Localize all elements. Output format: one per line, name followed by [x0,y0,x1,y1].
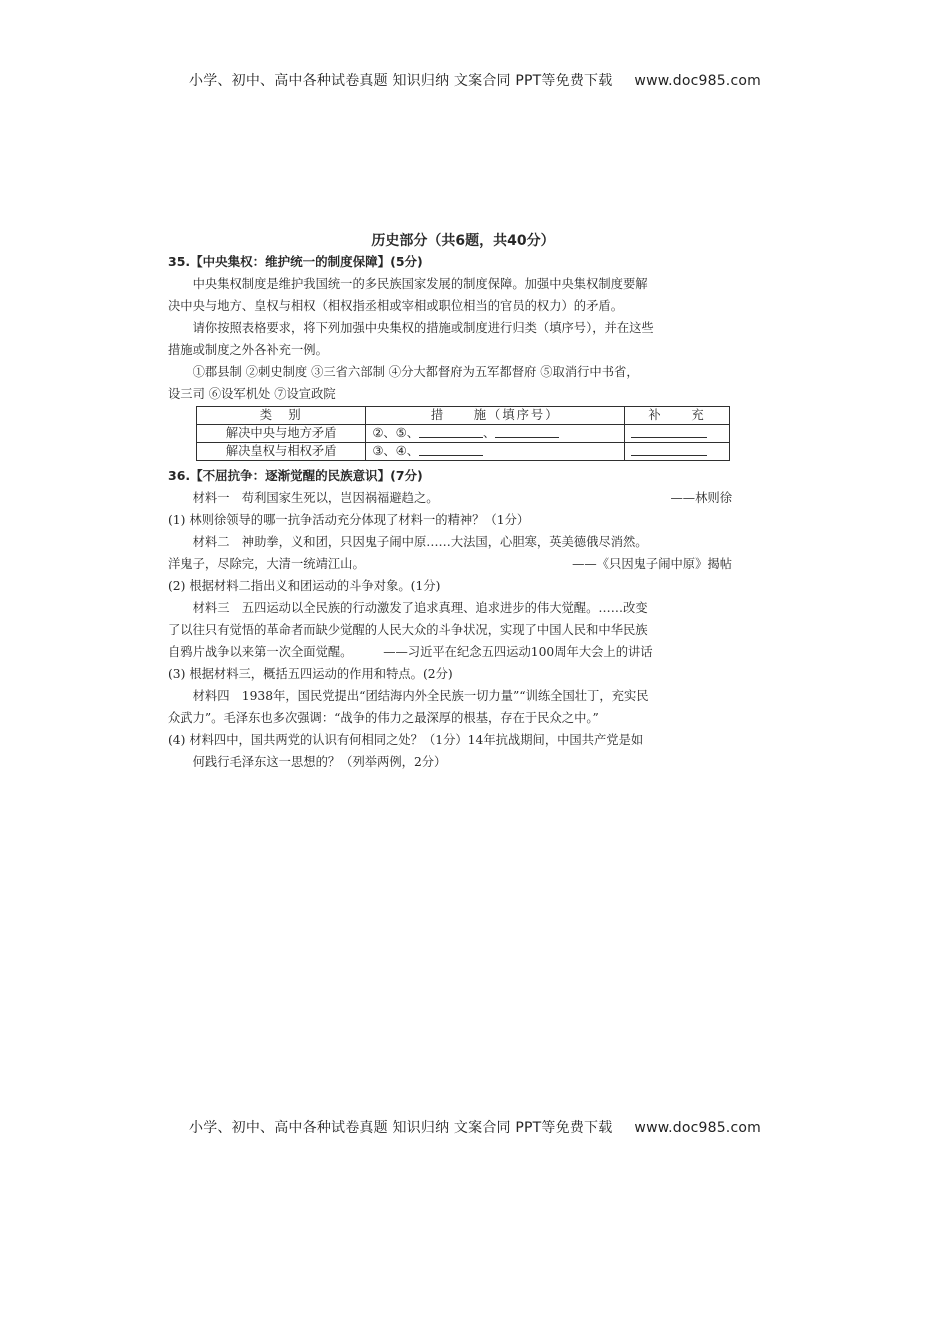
measures-cell [366,425,625,443]
section-title: 历史部分（共6题，共40分） [371,233,555,249]
measures-given: ③、④、 [372,444,419,458]
material-2-text: 洋鬼子，尽除完，大清一统靖江山。 [168,557,365,571]
answer-blank[interactable] [419,425,483,438]
classification-table [196,406,730,461]
supplement-cell [625,443,730,461]
material-4-line: 材料四 1938年，国民党提出“团结海内外全民族一切力量”“训练全国壮丁，充实民 [192,689,649,703]
material-3-line: 自鸦片战争以来第一次全面觉醒。 ——习近平在纪念五四运动100周年大会上的讲话 [168,645,653,659]
header-banner [0,70,950,90]
question-4: 何践行毛泽东这一思想的？（列举两例，2分） [192,755,447,769]
material-2-line [168,553,758,575]
measures-cell [366,443,625,461]
footer-banner [0,1117,950,1137]
category-emperor-chancellor: 解决皇权与相权矛盾 [197,443,366,461]
material-1-line [168,487,758,509]
category-central-local: 解决中央与地方矛盾 [197,425,366,443]
q35-options-line: ①郡县制 ②刺史制度 ③三省六部制 ④分大都督府为五军都督府 ⑤取消行中书省， [192,365,639,379]
separator: 、 [483,426,496,440]
question-35-heading: 35.【中央集权：维护统一的制度保障】(5分) [168,254,423,269]
question-4: (4) 材料四中，国共两党的认识有何相同之处？（1分）14年抗战期间，中国共产党是如 [168,733,644,747]
q35-paragraph-line: 中央集权制度是维护我国统一的多民族国家发展的制度保障。加强中央集权制度要解 [192,277,648,291]
q35-instruction-line: 请你按照表格要求，将下列加强中央集权的措施或制度进行归类（填序号），并在这些 [192,321,654,335]
header-supplement: 补 充 [625,407,730,425]
answer-blank[interactable] [495,425,559,438]
material-4-line: 众武力”。毛泽东也多次强调：“战争的伟力之最深厚的根基，存在于民众之中。” [168,711,599,725]
header-category: 类 别 [197,407,366,425]
material-3-line: 了以往只有觉悟的革命者而缺少觉醒的人民大众的斗争状况，实现了中国人民和中华民族 [168,623,648,637]
q35-instruction-line: 措施或制度之外各补充一例。 [168,343,328,357]
material-2-source: ——《只因鬼子闹中原》揭帖 [572,557,732,571]
table-row [197,443,730,461]
supplement-cell [625,425,730,443]
question-2: (2) 根据材料二指出义和团运动的斗争对象。(1分) [168,579,441,593]
answer-blank[interactable] [419,443,483,456]
exam-sheet [168,230,758,773]
banner-site-link[interactable]: www.doc985.com [634,1120,761,1136]
material-2-line: 材料二 神助拳，义和团，只因鬼子闹中原……大法国，心胆寒，英美德俄尽消然。 [192,535,648,549]
question-1: (1) 林则徐领导的哪一抗争活动充分体现了材料一的精神？（1分） [168,513,530,527]
q35-paragraph-line: 决中央与地方、皇权与相权（相权指丞相或宰相或职位相当的官员的权力）的矛盾。 [168,299,623,313]
banner-text: 小学、初中、高中各种试卷真题 知识归纳 文案合同 PPT等免费下载 [189,1120,613,1136]
material-1-source: ——林则徐 [670,491,732,505]
q35-options-line: 设三司 ⑥设军机处 ⑦设宣政院 [168,387,336,401]
material-1-text: 材料一 苟利国家生死以，岂因祸福避趋之。 [192,491,439,505]
banner-text: 小学、初中、高中各种试卷真题 知识归纳 文案合同 PPT等免费下载 [189,73,613,89]
material-3-line: 材料三 五四运动以全民族的行动激发了追求真理、追求进步的伟大觉醒。……改变 [192,601,648,615]
question-36-heading: 36.【不屈抗争：逐渐觉醒的民族意识】(7分) [168,468,423,483]
question-3: (3) 根据材料三，概括五四运动的作用和特点。(2分) [168,667,453,681]
measures-given: ②、⑤、 [372,426,419,440]
answer-blank[interactable] [631,443,707,456]
header-measures: 措 施（填序号） [366,407,625,425]
answer-blank[interactable] [631,425,707,438]
table-row [197,425,730,443]
banner-site-link[interactable]: www.doc985.com [634,73,761,89]
table-header-row [197,407,730,425]
